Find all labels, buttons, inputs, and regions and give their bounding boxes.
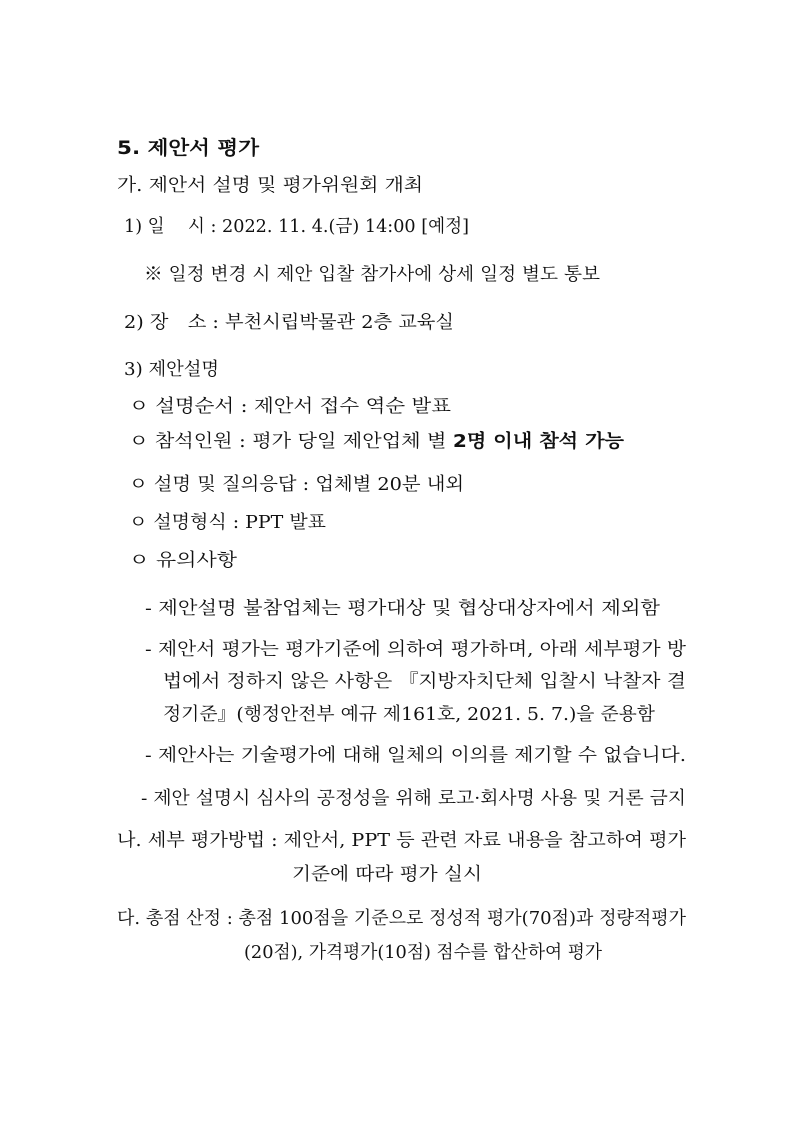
presentation-title: 3) 제안설명 [124,359,219,380]
subsection-ga-label: 가. 제안서 설명 및 평가위원회 개최 [117,175,423,196]
venue-line: 2) 장 소 : 부천시립박물관 2층 교육실 [124,312,454,333]
attendees-emphasis: 2명 이내 참석 가능 [452,431,624,452]
subsection-da-line2: (20점), 가격평가(10점) 점수를 합산하여 평가 [244,942,602,963]
note-criteria-line2: 법에서 정하지 않은 사항은 『지방자치단체 입찰시 낙찰자 결 [163,671,686,692]
subsection-na-line2: 기준에 따라 평가 실시 [292,864,482,885]
note-no-objection: - 제안사는 기술평가에 대해 일체의 이의를 제기할 수 없습니다. [145,745,686,766]
subsection-na-line1: 나. 세부 평가방법 : 제안서, PPT 등 관련 자료 내용을 참고하여 평가 [117,830,686,851]
schedule-line: 1) 일 시 : 2022. 11. 4.(금) 14:00 [예정] [124,216,469,237]
section-title: 5. 제안서 평가 [117,137,259,159]
bullet-qa: ㅇ 설명 및 질의응답 : 업체별 20분 내외 [129,474,464,495]
bullet-format: ㅇ 설명형식 : PPT 발표 [129,512,326,533]
note-absence: - 제안설명 불참업체는 평가대상 및 협상대상자에서 제외함 [145,598,660,619]
note-criteria-line3: 정기준』(행정안전부 예규 제161호, 2021. 5. 7.)을 준용함 [163,704,655,725]
bullet-order: ㅇ 설명순서 : 제안서 접수 역순 발표 [129,396,451,417]
bullet-notes-title: ㅇ 유의사항 [129,550,237,571]
note-criteria-line1: - 제안서 평가는 평가기준에 의하여 평가하며, 아래 세부평가 방 [145,639,686,660]
bullet-attendees [129,430,624,454]
bullet-attendees-text: ㅇ 참석인원 : 평가 당일 제안업체 별 [129,431,453,452]
subsection-da-line1: 다. 총점 산정 : 총점 100점을 기준으로 정성적 평가(70점)과 정량적평가 [117,908,686,929]
note-fairness: - 제안 설명시 심사의 공정성을 위해 로고·회사명 사용 및 거론 금지 [141,788,686,809]
schedule-note: ※ 일정 변경 시 제안 입찰 참가사에 상세 일정 별도 통보 [144,264,600,285]
